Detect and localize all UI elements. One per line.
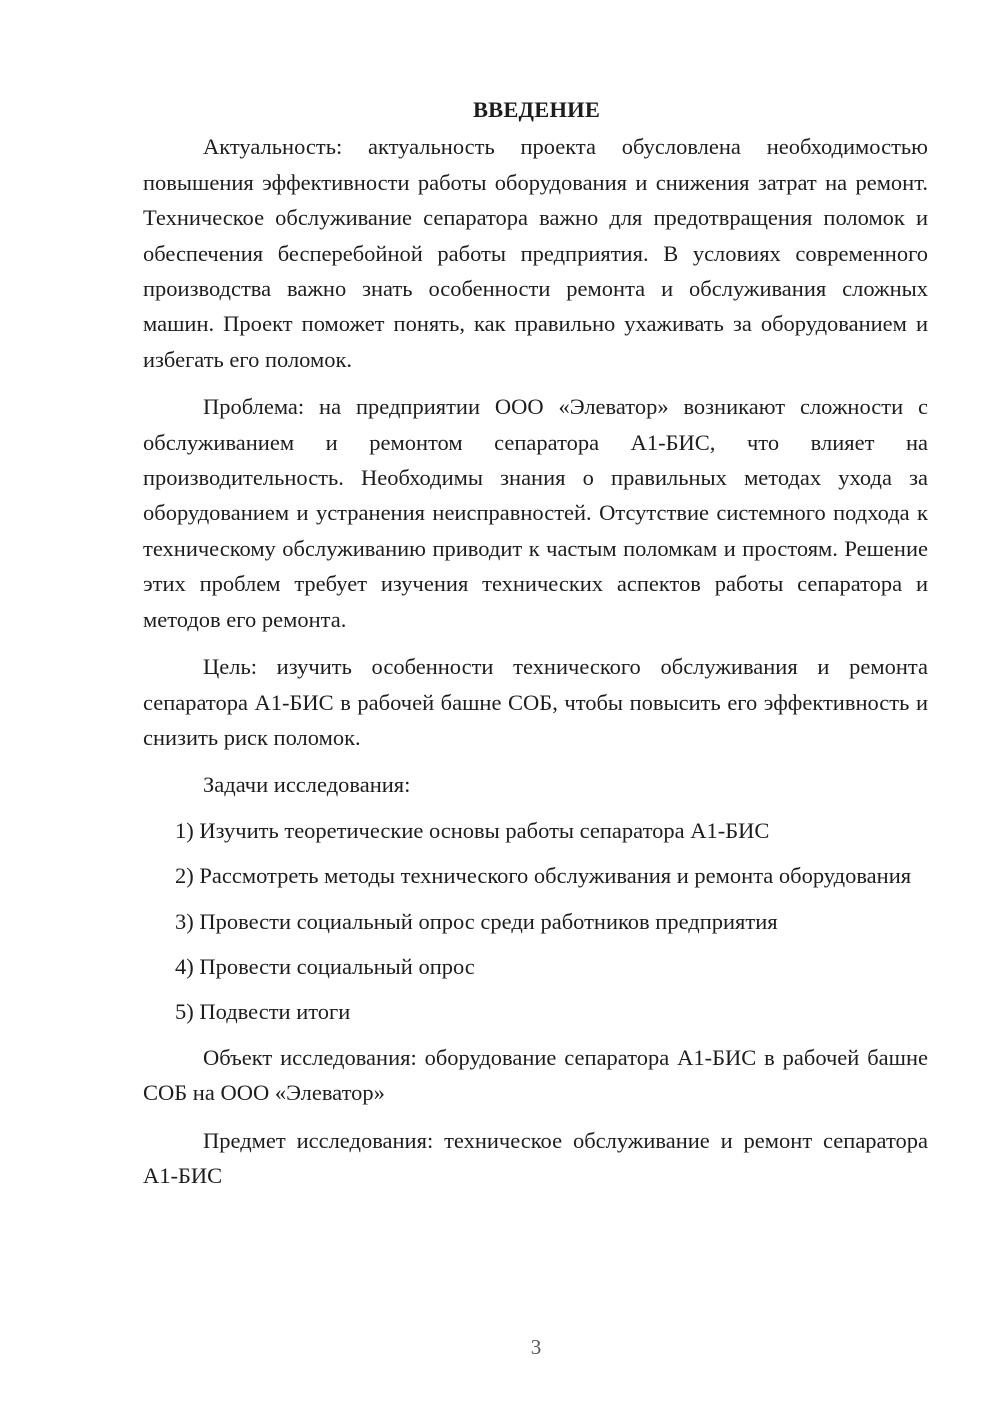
task-item-3: 3) Провести социальный опрос среди работников предприятия [175,908,778,934]
page-number: 3 [530,1335,542,1359]
page-content [143,92,928,1205]
task-item-1: 1) Изучить теоретические основы работы сепаратора А1-БИС [175,817,770,843]
problem-paragraph: Проблема: на предприятии ООО «Элеватор» возникают сложности с обслуживанием и ремонтом сепаратора А1-БИС, что влияет на производительность. Необходимы знания о правильных методах ухода за оборудованием и устранения неисправностей. Отсутствие системного подхода к техническому обслуживанию приводит к частым поломкам и простоям. Решение этих проблем требует изучения технических аспектов работы сепаратора и методов его ремонта. [143,394,928,632]
task-item-5: 5) Подвести итоги [175,999,351,1025]
subject-paragraph: Предмет исследования: техническое обслуживание и ремонт сепаратора А1-БИС [143,1127,928,1188]
task-item-2: 2) Рассмотреть методы технического обслуживания и ремонта оборудования [175,863,912,889]
task-item-4: 4) Провести социальный опрос [175,953,475,979]
tasks-heading: Задачи исследования: [203,772,411,798]
object-paragraph: Объект исследования: оборудование сепаратора А1-БИС в рабочей башне СОБ на ООО «Элеватор» [143,1044,928,1106]
page-title: ВВЕДЕНИЕ [472,97,601,122]
goal-paragraph: Цель: изучить особенности технического обслуживания и ремонта сепаратора А1-БИС в рабочей башне СОБ, чтобы повысить его эффективность и снизить риск поломок. [143,654,928,750]
tasks-list [143,813,928,1030]
relevance-paragraph: Актуальность: актуальность проекта обусловлена необходимостью повышения эффективности работы оборудования и снижения затрат на ремонт. Техническое обслуживание сепаратора важно для предотвращения поломок и обеспечения бесперебойной работы предприятия. В условиях современного производства важно знать особенности ремонта и обслуживания сложных машин. Проект поможет понять, как правильно ухаживать за оборудованием и избегать его поломок. [143,134,928,372]
